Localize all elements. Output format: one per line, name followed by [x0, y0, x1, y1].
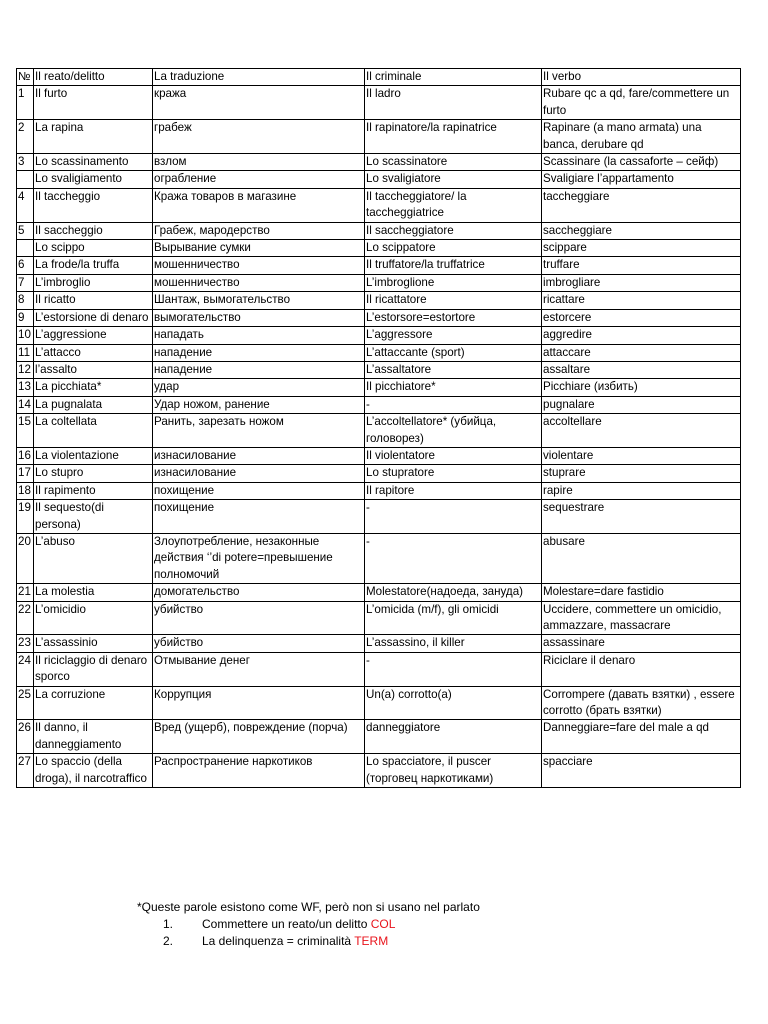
- table-row: [17, 482, 741, 499]
- table-row: [17, 327, 741, 344]
- footnote: *Queste parole esistono come WF, però non si usano nel parlato: [137, 900, 480, 914]
- table-row: [17, 652, 741, 686]
- row-number: 3: [17, 154, 34, 171]
- translation: домогательство: [153, 584, 365, 601]
- row-number: 22: [17, 601, 34, 635]
- row-number: 8: [17, 292, 34, 309]
- criminal: Lo scippatore: [365, 240, 542, 257]
- verb: ricattare: [542, 292, 741, 309]
- translation: Грабеж, мародерство: [153, 222, 365, 239]
- criminal: -: [365, 500, 542, 534]
- criminal: Il taccheggiatore/ la taccheggiatrice: [365, 188, 542, 222]
- crime-name: L’aggressione: [34, 327, 153, 344]
- criminal: L’omicida (m/f), gli omicidi: [365, 601, 542, 635]
- list-number: 1.: [163, 917, 174, 931]
- table-row: [17, 309, 741, 326]
- list-text: La delinquenza = criminalità: [202, 934, 355, 948]
- row-number: [17, 171, 34, 188]
- translation: вымогательство: [153, 309, 365, 326]
- table-row: [17, 222, 741, 239]
- crime-name: Il sequesto(di persona): [34, 500, 153, 534]
- translation: изнасилование: [153, 447, 365, 464]
- translation: удар: [153, 379, 365, 396]
- table-row: [17, 361, 741, 378]
- crime-name: L’attacco: [34, 344, 153, 361]
- verb: aggredire: [542, 327, 741, 344]
- row-number: 10: [17, 327, 34, 344]
- translation: ограбление: [153, 171, 365, 188]
- criminal: Il ladro: [365, 86, 542, 120]
- table-row: [17, 754, 741, 788]
- criminal: L’accoltellatore* (убийца, головорез): [365, 414, 542, 448]
- row-number: 19: [17, 500, 34, 534]
- translation: Коррупция: [153, 686, 365, 720]
- translation: Вред (ущерб), повреждение (порча): [153, 720, 365, 754]
- table-row: [17, 584, 741, 601]
- crime-name: Lo scassinamento: [34, 154, 153, 171]
- table-row: [17, 447, 741, 464]
- verb: Riciclare il denaro: [542, 652, 741, 686]
- table-row: [17, 686, 741, 720]
- table-row: [17, 274, 741, 291]
- row-number: 4: [17, 188, 34, 222]
- translation: Ранить, зарезать ножом: [153, 414, 365, 448]
- criminal: Il picchiatore*: [365, 379, 542, 396]
- verb: saccheggiare: [542, 222, 741, 239]
- crime-name: Il ricatto: [34, 292, 153, 309]
- crime-vocabulary-table: [16, 68, 741, 788]
- row-number: 2: [17, 120, 34, 154]
- verb: accoltellare: [542, 414, 741, 448]
- list-tag: COL: [370, 917, 396, 931]
- criminal: Lo svaligiatore: [365, 171, 542, 188]
- translation: взлом: [153, 154, 365, 171]
- table-header-row: [17, 69, 741, 86]
- criminal: Il truffatore/la truffatrice: [365, 257, 542, 274]
- criminal: L’assaltatore: [365, 361, 542, 378]
- header-number: №: [17, 69, 34, 86]
- row-number: 1: [17, 86, 34, 120]
- table-row: [17, 154, 741, 171]
- row-number: 17: [17, 465, 34, 482]
- crime-name: Il danno, il danneggiamento: [34, 720, 153, 754]
- row-number: 7: [17, 274, 34, 291]
- verb: pugnalare: [542, 396, 741, 413]
- crime-name: Lo spaccio (della droga), il narcotraffico: [34, 754, 153, 788]
- verb: Corrompere (давать взятки) , essere corrotto (брать взятки): [542, 686, 741, 720]
- verb: imbrogliare: [542, 274, 741, 291]
- verb: Picchiare (избить): [542, 379, 741, 396]
- criminal: -: [365, 533, 542, 583]
- row-number: 11: [17, 344, 34, 361]
- table-row: [17, 414, 741, 448]
- verb: abusare: [542, 533, 741, 583]
- verb: sequestrare: [542, 500, 741, 534]
- verb: attaccare: [542, 344, 741, 361]
- list-text-wrap: [202, 933, 388, 950]
- crime-name: Lo stupro: [34, 465, 153, 482]
- table-row: [17, 720, 741, 754]
- verb: spacciare: [542, 754, 741, 788]
- verb: taccheggiare: [542, 188, 741, 222]
- list-number: 2.: [163, 934, 174, 948]
- crime-name: La molestia: [34, 584, 153, 601]
- table-row: [17, 188, 741, 222]
- translation: Кража товаров в магазине: [153, 188, 365, 222]
- criminal: L’imbroglione: [365, 274, 542, 291]
- crime-name: L’abuso: [34, 533, 153, 583]
- crime-name: La violentazione: [34, 447, 153, 464]
- row-number: 25: [17, 686, 34, 720]
- criminal: Lo stupratore: [365, 465, 542, 482]
- table-row: [17, 344, 741, 361]
- translation: нападение: [153, 344, 365, 361]
- verb: Danneggiare=fare del male a qd: [542, 720, 741, 754]
- row-number: 24: [17, 652, 34, 686]
- criminal: danneggiatore: [365, 720, 542, 754]
- crime-name: L’assassinio: [34, 635, 153, 652]
- verb: Rapinare (a mano armata) una banca, derubare qd: [542, 120, 741, 154]
- table-body: [17, 86, 741, 788]
- header-traduzione: La traduzione: [153, 69, 365, 86]
- verb: Uccidere, commettere un omicidio, ammazzare, massacrare: [542, 601, 741, 635]
- row-number: 23: [17, 635, 34, 652]
- criminal: -: [365, 652, 542, 686]
- table-row: [17, 257, 741, 274]
- row-number: 6: [17, 257, 34, 274]
- verb: rapire: [542, 482, 741, 499]
- table-row: [17, 601, 741, 635]
- row-number: 5: [17, 222, 34, 239]
- row-number: 21: [17, 584, 34, 601]
- translation: нападать: [153, 327, 365, 344]
- verb: assaltare: [542, 361, 741, 378]
- table-row: [17, 465, 741, 482]
- table-row: [17, 635, 741, 652]
- translation: Вырывание сумки: [153, 240, 365, 257]
- crime-name: Il saccheggio: [34, 222, 153, 239]
- row-number: 20: [17, 533, 34, 583]
- criminal: Il ricattatore: [365, 292, 542, 309]
- criminal: L’aggressore: [365, 327, 542, 344]
- crime-name: La coltellata: [34, 414, 153, 448]
- translation: Злоупотребление, незаконные действия ‘’di potere=превышение полномочий: [153, 533, 365, 583]
- crime-name: L’omicidio: [34, 601, 153, 635]
- translation: убийство: [153, 635, 365, 652]
- verb: truffare: [542, 257, 741, 274]
- criminal: -: [365, 396, 542, 413]
- verb: violentare: [542, 447, 741, 464]
- table-row: [17, 292, 741, 309]
- row-number: [17, 240, 34, 257]
- row-number: 15: [17, 414, 34, 448]
- table-row: [17, 86, 741, 120]
- crime-name: Il taccheggio: [34, 188, 153, 222]
- table-row: [17, 120, 741, 154]
- crime-name: Il furto: [34, 86, 153, 120]
- table-row: [17, 396, 741, 413]
- translation: мошенничество: [153, 257, 365, 274]
- crime-name: La corruzione: [34, 686, 153, 720]
- verb: Svaligiare l’appartamento: [542, 171, 741, 188]
- criminal: Un(a) corrotto(a): [365, 686, 542, 720]
- row-number: 27: [17, 754, 34, 788]
- verb: Molestare=dare fastidio: [542, 584, 741, 601]
- translation: мошенничество: [153, 274, 365, 291]
- verb: assassinare: [542, 635, 741, 652]
- translation: Отмывание денег: [153, 652, 365, 686]
- translation: нападение: [153, 361, 365, 378]
- verb: stuprare: [542, 465, 741, 482]
- crime-name: l’assalto: [34, 361, 153, 378]
- translation: кража: [153, 86, 365, 120]
- translation: Удар ножом, ранение: [153, 396, 365, 413]
- translation: похищение: [153, 482, 365, 499]
- crime-name: Il riciclaggio di denaro sporco: [34, 652, 153, 686]
- crime-name: L’estorsione di denaro: [34, 309, 153, 326]
- criminal: Lo spacciatore, il puscer (торговец наркотиками): [365, 754, 542, 788]
- list-text: Commettere un reato/un delitto: [202, 917, 371, 931]
- crime-name: Lo svaligiamento: [34, 171, 153, 188]
- criminal: Il rapinatore/la rapinatrice: [365, 120, 542, 154]
- table-row: [17, 533, 741, 583]
- translation: грабеж: [153, 120, 365, 154]
- verb: estorcere: [542, 309, 741, 326]
- crime-name: Lo scippo: [34, 240, 153, 257]
- translation: Шантаж, вымогательство: [153, 292, 365, 309]
- table-row: [17, 379, 741, 396]
- translation: похищение: [153, 500, 365, 534]
- translation: изнасилование: [153, 465, 365, 482]
- row-number: 14: [17, 396, 34, 413]
- criminal: Molestatore(надоеда, зануда): [365, 584, 542, 601]
- crime-name: La picchiata*: [34, 379, 153, 396]
- verb: Scassinare (la cassaforte – сейф): [542, 154, 741, 171]
- translation: убийство: [153, 601, 365, 635]
- crime-name: L’imbroglio: [34, 274, 153, 291]
- criminal: Il saccheggiatore: [365, 222, 542, 239]
- criminal: L’assassino, il killer: [365, 635, 542, 652]
- table-row: [17, 240, 741, 257]
- verb: scippare: [542, 240, 741, 257]
- criminal: L’attaccante (sport): [365, 344, 542, 361]
- header-criminale: Il criminale: [365, 69, 542, 86]
- crime-name: La pugnalata: [34, 396, 153, 413]
- crime-name: La rapina: [34, 120, 153, 154]
- criminal: L’estorsore=estortore: [365, 309, 542, 326]
- row-number: 13: [17, 379, 34, 396]
- row-number: 16: [17, 447, 34, 464]
- header-reato: Il reato/delitto: [34, 69, 153, 86]
- list-tag: TERM: [354, 934, 389, 948]
- criminal: Il violentatore: [365, 447, 542, 464]
- row-number: 18: [17, 482, 34, 499]
- crime-name: Il rapimento: [34, 482, 153, 499]
- list-text-wrap: [202, 916, 395, 933]
- verb: Rubare qc a qd, fare/commettere un furto: [542, 86, 741, 120]
- row-number: 9: [17, 309, 34, 326]
- table-row: [17, 171, 741, 188]
- crime-name: La frode/la truffa: [34, 257, 153, 274]
- row-number: 12: [17, 361, 34, 378]
- translation: Распространение наркотиков: [153, 754, 365, 788]
- criminal: Lo scassinatore: [365, 154, 542, 171]
- criminal: Il rapitore: [365, 482, 542, 499]
- table-row: [17, 500, 741, 534]
- header-verbo: Il verbo: [542, 69, 741, 86]
- row-number: 26: [17, 720, 34, 754]
